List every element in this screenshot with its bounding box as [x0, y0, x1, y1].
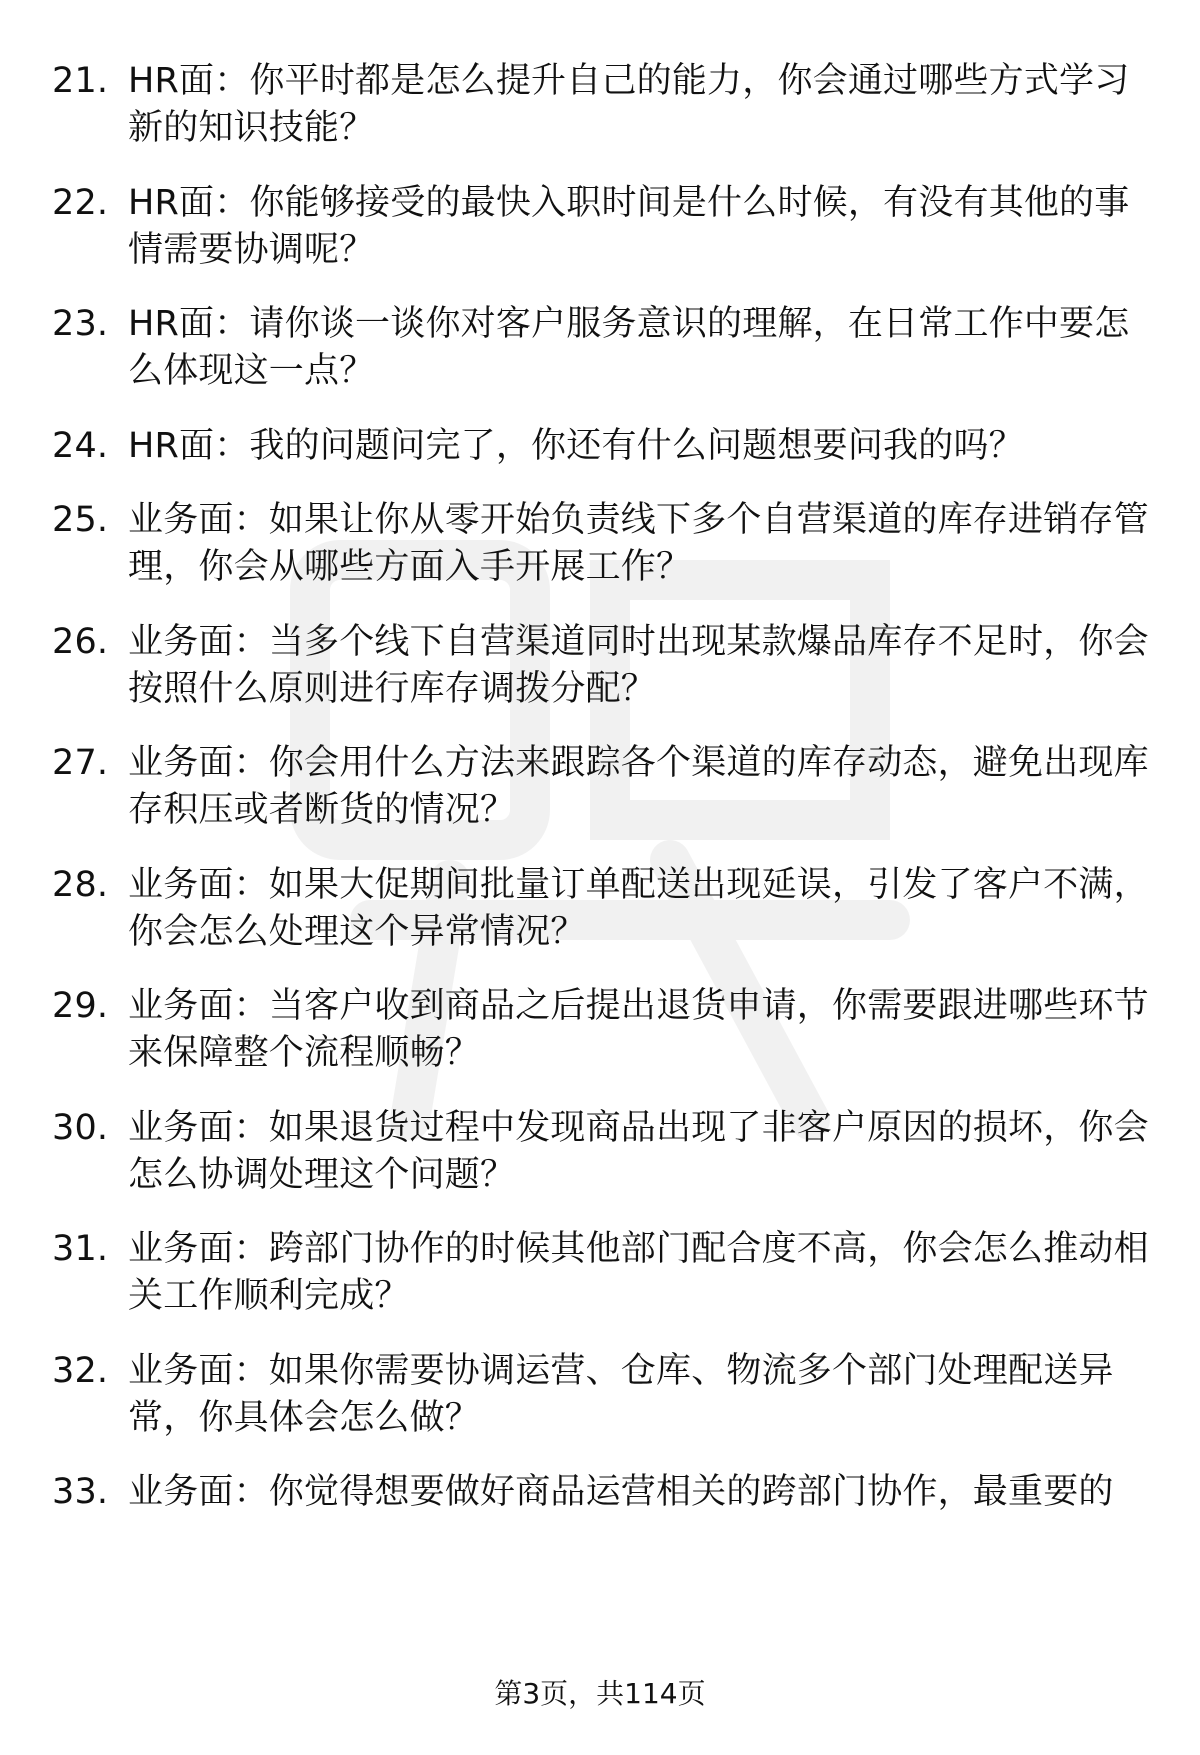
question-number: 28. — [52, 864, 109, 905]
question-number: 21. — [52, 61, 109, 101]
question-item — [52, 301, 1162, 395]
question-item — [52, 180, 1162, 274]
question-item — [52, 58, 1162, 152]
question-text: 业务面：跨部门协作的时候其他部门配合度不高，你会怎么推动相关工作顺利完成？ — [128, 1229, 1149, 1316]
question-text: 业务面：你会用什么方法来跟踪各个渠道的库存动态，避免出现库存积压或者断货的情况？ — [128, 743, 1149, 830]
page-number-label: 第3页，共114页 — [494, 1677, 706, 1710]
question-number: 32. — [52, 1350, 109, 1391]
question-text: 业务面：如果退货过程中发现商品出现了非客户原因的损坏，你会怎么协调处理这个问题？ — [128, 1107, 1149, 1195]
question-item — [52, 497, 1162, 591]
question-item — [52, 619, 1162, 713]
question-text: 业务面：如果大促期间批量订单配送出现延误，引发了客户不满，你会怎么处理这个异常情况？ — [128, 864, 1149, 952]
question-item — [52, 1469, 1162, 1516]
question-item — [52, 983, 1162, 1077]
question-number: 22. — [52, 182, 109, 223]
question-list — [52, 58, 1162, 1544]
page-footer — [0, 1676, 1200, 1712]
question-text: 业务面：如果你需要协调运营、仓库、物流多个部门处理配送异常，你具体会怎么做？ — [128, 1350, 1114, 1438]
question-item — [52, 740, 1162, 834]
question-item — [52, 862, 1162, 956]
question-text: HR面：我的问题问完了，你还有什么问题想要问我的吗？ — [128, 425, 1024, 466]
question-item — [52, 1348, 1162, 1442]
question-number: 23. — [52, 304, 109, 344]
question-text: HR面：你平时都是怎么提升自己的能力，你会通过哪些方式学习新的知识技能？ — [128, 61, 1130, 148]
question-number: 26. — [52, 621, 109, 662]
question-text: 业务面：你觉得想要做好商品运营相关的跨部门协作，最重要的 — [128, 1472, 1114, 1512]
question-text: 业务面：当多个线下自营渠道同时出现某款爆品库存不足时，你会按照什么原则进行库存调拨分配？ — [128, 621, 1149, 709]
question-item — [52, 1105, 1162, 1199]
question-text: 业务面：当客户收到商品之后提出退货申请，你需要跟进哪些环节来保障整个流程顺畅？ — [128, 986, 1149, 1073]
question-item — [52, 1226, 1162, 1320]
question-text: HR面：请你谈一谈你对客户服务意识的理解，在日常工作中要怎么体现这一点？ — [128, 304, 1130, 391]
question-number: 25. — [52, 500, 109, 540]
question-item — [52, 423, 1162, 470]
question-number: 31. — [52, 1229, 109, 1269]
question-number: 33. — [52, 1472, 109, 1512]
question-text: HR面：你能够接受的最快入职时间是什么时候，有没有其他的事情需要协调呢？ — [128, 182, 1130, 270]
question-number: 24. — [52, 425, 109, 466]
question-number: 29. — [52, 986, 109, 1026]
question-text: 业务面：如果让你从零开始负责线下多个自营渠道的库存进销存管理，你会从哪些方面入手开展工作？ — [128, 500, 1149, 587]
question-number: 27. — [52, 743, 109, 783]
question-number: 30. — [52, 1107, 109, 1148]
